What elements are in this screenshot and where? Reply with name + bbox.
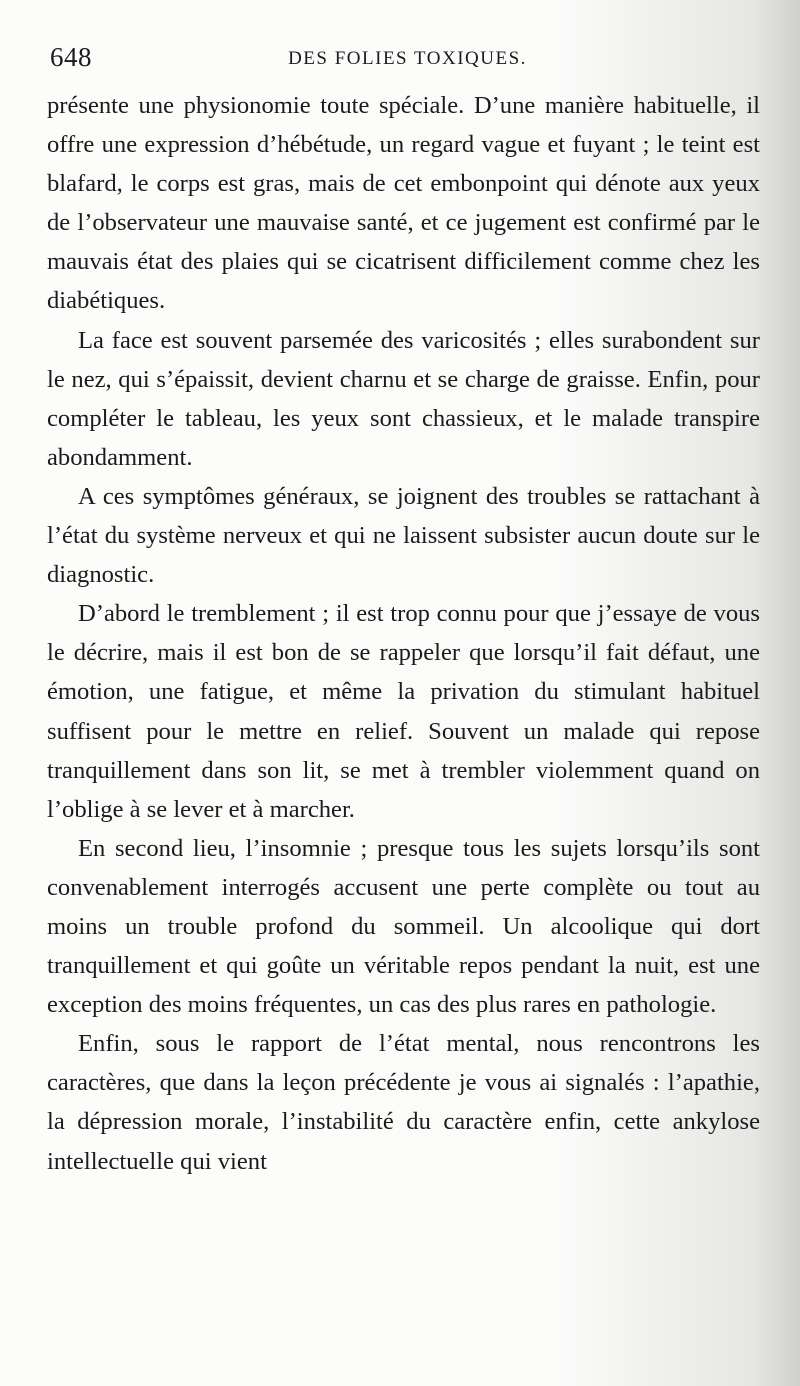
- page-number: 648: [50, 42, 92, 72]
- body-text: [47, 86, 760, 1181]
- paragraph-1: présente une physionomie toute spéciale. D’une manière habituelle, il offre une expression d’hébétude, un regard vague et fuyant ; le teint est blafard, le corps est gras, mais de cet embonpoint qui dénote aux yeux de l’observateur une mauvaise santé, et ce jugement est confirmé par le mauvais état des plaies qui se cicatrisent difficilement comme chez les diabétiques.: [47, 92, 760, 315]
- paragraph-4: D’abord le tremblement ; il est trop connu pour que j’essaye de vous le décrire, mais il est bon de se rappeler que lorsqu’il fait défaut, une émotion, une fatigue, et même la privation du stimulant habituel suffisent pour le mettre en relief. Souvent un malade qui repose tranquillement dans son lit, se met à trembler violemment quand on l’oblige à se lever et à marcher.: [47, 600, 760, 823]
- running-title: DES FOLIES TOXIQUES.: [288, 48, 527, 69]
- paragraph-6: Enfin, sous le rapport de l’état mental, nous rencontrons les caractères, que dans la leçon précédente je vous ai signalés : l’apathie, la dépression morale, l’instabilité du caractère enfin, cette ankylose intellectuelle qui vient: [47, 1030, 760, 1175]
- paragraph-5: En second lieu, l’insomnie ; presque tous les sujets lorsqu’ils sont convenablement interrogés accusent une perte complète ou tout au moins un trouble profond du sommeil. Un alcoolique qui dort tranquillement et qui goûte un véritable repos pendant la nuit, est une exception des moins fréquentes, un cas des plus rares en pathologie.: [47, 834, 760, 1019]
- paragraph-2: La face est souvent parsemée des varicosités ; elles surabondent sur le nez, qui s’épaissit, devient charnu et se charge de graisse. Enfin, pour compléter le tableau, les yeux sont chassieux, et le malade transpire abondamment.: [47, 326, 760, 471]
- page-header: [50, 42, 765, 78]
- paragraph-3: A ces symptômes généraux, se joignent des troubles se rattachant à l’état du système nerveux et qui ne laissent subsister aucun doute sur le diagnostic.: [47, 482, 760, 589]
